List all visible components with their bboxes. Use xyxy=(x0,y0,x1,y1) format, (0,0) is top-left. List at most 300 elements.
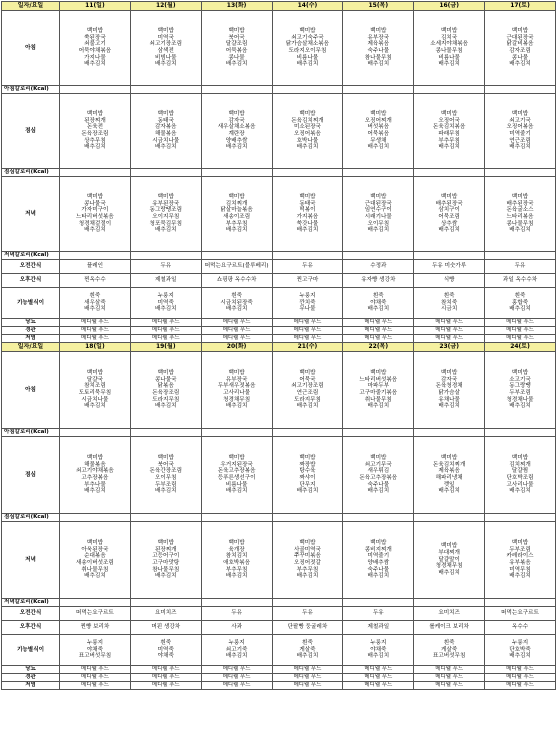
menu-item: 배추김치 xyxy=(154,144,177,151)
menu-item: 참치김치 xyxy=(225,553,248,560)
menu-item: 배추김치 xyxy=(509,144,531,151)
menu-item: 새송이버섯조림 xyxy=(76,560,114,566)
menu-item: 두부조림 xyxy=(154,481,177,488)
meal-cell xyxy=(485,437,556,514)
snack-cell: 두유 xyxy=(485,260,556,274)
diet-cell: 메디웰 푸드 xyxy=(201,682,272,690)
diet-cell: 메디웰 푸드 xyxy=(343,682,414,690)
menu-item: 어묵볶음 xyxy=(225,48,248,54)
kcal-cell xyxy=(201,86,272,94)
meal-label: 점심 xyxy=(2,437,60,514)
menu-item: 감자볶음 xyxy=(154,124,177,131)
menu-item: 삼색전 xyxy=(157,48,174,54)
menu-item: 백미밥 xyxy=(299,369,316,376)
menu-item: 배추김치 xyxy=(225,488,248,495)
kcal-cell xyxy=(60,169,131,177)
menu-item: 소세지야채볶음 xyxy=(430,41,469,48)
menu-item: 단호박조림 xyxy=(506,475,534,481)
menu-item: 배추김치 xyxy=(225,573,248,580)
kcal-label: 점심칼로리(Kcal) xyxy=(2,514,60,522)
day-header: 18(일) xyxy=(60,343,131,352)
kcal-cell xyxy=(343,514,414,522)
menu-item: 상추쌈 xyxy=(441,220,458,227)
meal-cell xyxy=(201,437,272,514)
diet-label: 저염 xyxy=(2,682,60,690)
menu-item: 배추김치 xyxy=(225,227,248,234)
menu-item: 오이지무침 xyxy=(152,214,180,220)
menu-item: 부추무침 xyxy=(225,566,248,573)
menu-item: 고사리나물 xyxy=(506,481,534,488)
snack-cell: 롤케이크 보리차 xyxy=(414,621,485,635)
menu-item: 닭가슴살채소볶음 xyxy=(285,41,330,48)
menu-item: 배추김치 xyxy=(438,570,460,577)
menu-item: 짜장밥 xyxy=(299,461,316,468)
menu-item: 백미밥 xyxy=(86,110,104,117)
menu-item: 닭살마늘볶음 xyxy=(220,207,253,214)
menu-item: 북어국 xyxy=(157,461,174,468)
day-header: 16(금) xyxy=(414,2,485,11)
meal-label: 저녁 xyxy=(2,522,60,599)
diet-cell: 메디웰 푸드 xyxy=(130,682,201,690)
diet-cell: 메디웰 푸드 xyxy=(343,335,414,343)
menu-item: 파래무침 xyxy=(438,131,460,137)
day-header: 21(수) xyxy=(272,343,343,352)
kcal-cell xyxy=(130,252,201,260)
special-cell xyxy=(60,635,131,666)
menu-item: 배추김치 xyxy=(367,488,390,495)
menu-item: 시금치나물 xyxy=(152,137,180,144)
menu-item: 백미밥 xyxy=(228,27,245,34)
menu-item: 표고버섯무침 xyxy=(432,653,466,660)
menu-item: 김치국 xyxy=(441,34,458,41)
kcal-cell xyxy=(60,252,131,260)
diet-cell: 메디웰 푸드 xyxy=(201,319,272,327)
snack-cell: 과일 옥수수차 xyxy=(485,274,556,288)
menu-item: 감자국 xyxy=(441,376,458,383)
special-cell xyxy=(485,288,556,319)
kcal-cell xyxy=(485,252,556,260)
menu-item: 백미밥 xyxy=(157,27,174,34)
kcal-cell xyxy=(272,252,343,260)
diet-cell: 메디웰 푸드 xyxy=(272,682,343,690)
menu-item: 새우살채소볶음 xyxy=(217,124,256,131)
menu-item: 쇠불고기 xyxy=(84,41,106,48)
snack-label: 오전간식 xyxy=(2,260,60,274)
menu-item: 배추된장국 xyxy=(435,200,463,207)
snack-cell: 떠먹는요구르트 xyxy=(60,607,131,621)
menu-item: 돈육김치찌개 xyxy=(291,117,324,124)
menu-item: 배추김치 xyxy=(225,61,248,68)
special-cell xyxy=(60,288,131,319)
menu-item: 백미밥 xyxy=(228,193,245,200)
kcal-cell xyxy=(201,169,272,177)
special-cell xyxy=(414,288,485,319)
menu-item: 누룽지 xyxy=(511,639,529,646)
menu-item: 동태국 xyxy=(157,117,174,124)
meal-label: 아침 xyxy=(2,11,60,86)
kcal-cell xyxy=(414,86,485,94)
meal-cell xyxy=(60,177,131,252)
meal-cell xyxy=(272,177,343,252)
diet-cell: 메디웰 푸드 xyxy=(60,682,131,690)
meal-cell xyxy=(201,94,272,169)
menu-item: 가지나물 xyxy=(84,54,106,61)
menu-item: 흰죽 xyxy=(302,639,313,646)
menu-item: 달걀말이 xyxy=(438,556,460,563)
meal-cell xyxy=(130,11,201,86)
snack-cell: 떠먹는요구르트(블루베리) xyxy=(201,260,272,274)
snack-cell: 두유 미숫가루 xyxy=(414,260,485,274)
menu-item: 콩나물국 xyxy=(84,200,106,207)
meal-cell xyxy=(343,177,414,252)
menu-item: 숙주나물 xyxy=(367,566,390,573)
menu-item: 호박나물 xyxy=(296,137,319,144)
meal-cell xyxy=(343,522,414,599)
menu-item: 오이무침 xyxy=(367,220,390,227)
menu-item: 미역죽 xyxy=(157,299,174,306)
menu-item: 부추무침 xyxy=(225,220,248,227)
diet-label: 당뇨 xyxy=(2,666,60,674)
menu-item: 배추김치 xyxy=(367,144,390,151)
special-cell xyxy=(485,635,556,666)
menu-item: 쇠고기장조림 xyxy=(149,41,182,48)
menu-item: 배추김치 xyxy=(154,61,177,68)
menu-item: 배추김치 xyxy=(154,488,177,495)
meal-cell xyxy=(414,352,485,429)
meal-cell xyxy=(201,11,272,86)
special-cell xyxy=(201,288,272,319)
diet-cell: 메디웰 푸드 xyxy=(130,335,201,343)
menu-item: 무나물 xyxy=(299,306,316,313)
date-header-label: 일자/요일 xyxy=(2,343,60,352)
snack-cell: 두유 xyxy=(272,607,343,621)
menu-item: 배추김치 xyxy=(296,573,319,580)
menu-item: 동그랑땡조림 xyxy=(149,207,182,214)
menu-item: 흰죽 xyxy=(160,639,172,646)
diet-cell: 메디웰 푸드 xyxy=(130,674,201,682)
kcal-cell xyxy=(414,429,485,437)
meal-cell xyxy=(272,522,343,599)
meal-cell xyxy=(60,352,131,429)
menu-item: 쑥갓나물 xyxy=(296,220,319,227)
menu-item: 비름나물 xyxy=(296,54,319,61)
menu-item: 누룽지 xyxy=(228,639,245,646)
menu-item: 유부장국 xyxy=(225,376,248,383)
kcal-cell xyxy=(272,169,343,177)
diet-cell: 메디웰 푸드 xyxy=(485,327,556,335)
diet-cell: 메디웰 푸드 xyxy=(414,674,485,682)
menu-item: 백미밥 xyxy=(511,27,529,34)
menu-item: 두부새우젓볶음 xyxy=(217,383,256,390)
menu-item: 미역국 xyxy=(157,34,174,41)
menu-item: 버섯볶음 xyxy=(367,124,390,131)
kcal-label: 아침칼로리(Kcal) xyxy=(2,86,60,94)
menu-item: 백미밥 xyxy=(157,369,174,376)
menu-item: 참나물무침 xyxy=(364,54,392,61)
menu-item: 청포묵김무침 xyxy=(149,220,182,227)
menu-item: 유부장국 xyxy=(367,34,390,41)
menu-item: 백미밥 xyxy=(511,110,529,117)
diet-cell: 메디웰 푸드 xyxy=(201,335,272,343)
meal-cell xyxy=(414,177,485,252)
kcal-cell xyxy=(272,86,343,94)
menu-item: 도라지무침 xyxy=(293,396,321,403)
kcal-label: 저녁칼로리(Kcal) xyxy=(2,599,60,607)
menu-item: 돈육전 xyxy=(86,124,104,131)
kcal-cell xyxy=(485,429,556,437)
menu-item: 배추김치 xyxy=(225,403,248,410)
menu-item: 배추김치 xyxy=(367,227,390,234)
menu-item: 새우살죽 xyxy=(84,299,106,306)
diet-label: 경관 xyxy=(2,674,60,682)
menu-item: 동그랑땡 xyxy=(509,383,531,390)
special-label: 기능별식이 xyxy=(2,635,60,666)
menu-item: 유부볶음 xyxy=(509,560,531,566)
menu-item: 깻잎 xyxy=(443,481,455,488)
menu-item: 배추김치 xyxy=(154,306,177,313)
meal-cell xyxy=(201,177,272,252)
menu-item: 백미밥 xyxy=(370,369,387,376)
menu-item: 배추된장국 xyxy=(506,200,534,207)
menu-item: 닭가슴살 xyxy=(438,390,460,396)
menu-item: 근대된장국 xyxy=(506,34,534,41)
menu-item: 두부조림 xyxy=(509,390,531,396)
snack-cell: 쇼핑팡 옥수수차 xyxy=(201,274,272,288)
menu-item: 배추김치 xyxy=(225,306,248,313)
menu-item: 백미밥 xyxy=(299,193,316,200)
snack-label: 오전간식 xyxy=(2,607,60,621)
menu-item: 연근조림 xyxy=(509,137,531,144)
meal-cell xyxy=(60,437,131,514)
menu-item: 누룽지 xyxy=(299,292,316,299)
menu-item: 게살죽 xyxy=(299,646,316,653)
menu-item: 배추김치 xyxy=(296,227,319,234)
menu-item: 느타리볶음 xyxy=(506,214,534,220)
menu-item: 배추김치 xyxy=(84,306,106,313)
menu-item: 된장찌개 xyxy=(84,117,106,124)
menu-item: 돈육청경채 xyxy=(435,383,463,390)
diet-label: 경관 xyxy=(2,327,60,335)
menu-item: 고추장볶음 xyxy=(81,475,109,481)
menu-item: 오징어볶음 xyxy=(293,131,321,137)
kcal-cell xyxy=(60,86,131,94)
menu-item: 달걀조림 xyxy=(225,41,248,48)
menu-item: 청경채무침 xyxy=(223,396,251,403)
diet-cell: 메디웰 푸드 xyxy=(60,666,131,674)
kcal-cell xyxy=(272,514,343,522)
menu-item: 백미밥 xyxy=(299,110,316,117)
menu-item: 배추김치 xyxy=(438,403,460,410)
menu-item: 해파리냉채 xyxy=(435,475,463,481)
menu-item: 배추김치 xyxy=(84,573,106,580)
diet-cell: 메디웰 푸드 xyxy=(414,682,485,690)
special-cell xyxy=(130,288,201,319)
menu-item: 달걀국 xyxy=(86,376,104,383)
meal-label: 저녁 xyxy=(2,177,60,252)
menu-item: 콩나물 xyxy=(228,54,245,61)
diet-label: 저염 xyxy=(2,335,60,343)
menu-item: 고사리나물 xyxy=(223,390,251,396)
snack-cell: 찐빵 보리차 xyxy=(60,621,131,635)
menu-item: 청경채나물 xyxy=(506,396,534,403)
menu-item: 제육볶음 xyxy=(367,41,390,48)
menu-item: 백미밥 xyxy=(370,193,387,200)
menu-item: 어묵야채볶음 xyxy=(78,48,112,54)
menu-item: 백미밥 xyxy=(370,539,387,546)
menu-item: 오징어국 xyxy=(438,117,460,124)
menu-item: 숙주나물 xyxy=(367,481,390,488)
menu-item: 도라지무침 xyxy=(152,396,180,403)
menu-item: 비름나물 xyxy=(438,54,460,61)
menu-item: 배추김치 xyxy=(84,144,106,151)
menu-item: 백미밥 xyxy=(228,454,245,461)
menu-item: 홍합죽 xyxy=(511,299,529,306)
diet-cell: 메디웰 푸드 xyxy=(272,335,343,343)
menu-item: 배추김치 xyxy=(438,144,460,151)
meal-cell xyxy=(272,437,343,514)
menu-item: 야채죽 xyxy=(157,653,174,660)
meal-cell xyxy=(130,522,201,599)
menu-item: 청경채무침 xyxy=(435,563,463,570)
menu-item: 배추김치 xyxy=(296,403,319,410)
menu-item: 임연수구이 xyxy=(364,207,392,214)
menu-item: 쇠고기무국 xyxy=(364,461,392,468)
meal-cell xyxy=(272,94,343,169)
meal-cell xyxy=(414,11,485,86)
menu-item: 단무지 xyxy=(299,481,316,488)
menu-item: 느타리버섯볶음 xyxy=(76,214,114,220)
menu-item: 백미밥 xyxy=(511,539,529,546)
menu-item: 배추김치 xyxy=(225,144,248,151)
menu-item: 흰죽 xyxy=(231,292,243,299)
diet-cell: 메디웰 푸드 xyxy=(414,327,485,335)
diet-cell: 메디웰 푸드 xyxy=(485,319,556,327)
meal-label: 점심 xyxy=(2,94,60,169)
menu-item: 쇠고기숙주국 xyxy=(291,34,324,41)
diet-cell: 메디웰 푸드 xyxy=(60,674,131,682)
snack-cell: 찐옥수수 xyxy=(60,274,131,288)
meal-cell xyxy=(343,94,414,169)
diet-cell: 메디웰 푸드 xyxy=(130,319,201,327)
menu-item: 북어국 xyxy=(228,34,245,41)
menu-item: 백미밥 xyxy=(441,110,458,117)
kcal-cell xyxy=(60,514,131,522)
menu-item: 상추무침 xyxy=(84,137,106,144)
menu-item: 부추나물 xyxy=(84,481,106,488)
day-header: 24(토) xyxy=(485,343,556,352)
day-header: 23(금) xyxy=(414,343,485,352)
menu-item: 어묵조림 xyxy=(438,214,460,220)
menu-item: 백미밥 xyxy=(86,454,104,461)
day-header: 12(월) xyxy=(130,2,201,11)
menu-item: 두부조림 xyxy=(509,546,531,553)
menu-item: 콩나물 xyxy=(511,54,529,61)
menu-item: 백미밥 xyxy=(299,454,316,461)
menu-item: 계란장 xyxy=(228,131,245,137)
menu-item: 소고기국 xyxy=(509,376,531,383)
menu-item: 배추김치 xyxy=(154,403,177,410)
menu-item: 배추김치 xyxy=(438,227,460,234)
menu-item: 백미밥 xyxy=(370,110,387,117)
diet-cell: 메디웰 푸드 xyxy=(60,319,131,327)
snack-cell: 두유 xyxy=(130,260,201,274)
menu-item: 마파두부 xyxy=(367,383,390,390)
menu-item: 비름나물 xyxy=(225,481,248,488)
menu-item: 감자조림 xyxy=(509,48,531,54)
snack-label: 오후간식 xyxy=(2,621,60,635)
diet-cell: 메디웰 푸드 xyxy=(130,327,201,335)
snack-cell: 제철과일 xyxy=(130,274,201,288)
menu-item: 백미밥 xyxy=(511,369,529,376)
day-header: 20(화) xyxy=(201,343,272,352)
menu-item: 탕수육 xyxy=(299,468,316,475)
menu-item: 오징어찌개 xyxy=(364,117,392,124)
menu-item: 백미밥 xyxy=(511,193,529,200)
special-cell xyxy=(343,635,414,666)
menu-item: 돈육김치볶음 xyxy=(432,124,466,131)
meal-cell xyxy=(343,352,414,429)
diet-cell: 메디웰 푸드 xyxy=(130,666,201,674)
kcal-cell xyxy=(201,429,272,437)
kcal-label: 아침칼로리(Kcal) xyxy=(2,429,60,437)
meal-label: 아침 xyxy=(2,352,60,429)
diet-cell: 메디웰 푸드 xyxy=(414,666,485,674)
menu-item: 미역죽 xyxy=(157,646,174,653)
menu-item: 백미밥 xyxy=(228,369,245,376)
menu-item: 취나물무침 xyxy=(364,396,392,403)
menu-item: 양배추쌈 xyxy=(225,137,248,144)
menu-item: 사골미역국 xyxy=(293,546,321,553)
menu-item: 오징어볶음 xyxy=(506,124,534,131)
menu-item: 시금치된장죽 xyxy=(220,299,253,306)
meal-cell xyxy=(414,94,485,169)
special-cell xyxy=(414,635,485,666)
menu-item: 배추김치 xyxy=(367,306,390,313)
menu-item: 백미밥 xyxy=(299,539,316,546)
day-header: 11(일) xyxy=(60,2,131,11)
meal-cell xyxy=(485,11,556,86)
menu-item: 배추김치 xyxy=(438,61,460,68)
menu-item: 오징어젓갈 xyxy=(293,560,321,566)
menu-item: 백미밥 xyxy=(441,369,458,376)
meal-cell xyxy=(343,11,414,86)
menu-item: 백미밥 xyxy=(441,193,458,200)
meal-cell xyxy=(272,352,343,429)
diet-cell: 메디웰 푸드 xyxy=(343,319,414,327)
kcal-label: 점심칼로리(Kcal) xyxy=(2,169,60,177)
special-cell xyxy=(272,635,343,666)
diet-cell: 메디웰 푸드 xyxy=(485,666,556,674)
menu-item: 백미밥 xyxy=(157,110,174,117)
menu-item: 참치죽 xyxy=(441,299,458,306)
kcal-cell xyxy=(272,599,343,607)
menu-item: 백미밥 xyxy=(157,193,174,200)
menu-item: 배추김치 xyxy=(509,306,531,313)
menu-item: 양배추쌈 xyxy=(367,560,390,566)
menu-item: 누룽지 xyxy=(157,292,174,299)
menu-table xyxy=(1,1,556,690)
menu-item: 야채죽 xyxy=(370,646,387,653)
menu-item: 무생채 xyxy=(370,137,387,144)
day-header: 17(토) xyxy=(485,2,556,11)
kcal-cell xyxy=(414,514,485,522)
menu-item: 닭볶음 xyxy=(157,383,174,390)
weekly-menu xyxy=(1,1,556,690)
menu-item: 백미밥 xyxy=(441,454,458,461)
snack-label: 오후간식 xyxy=(2,274,60,288)
snack-cell: 사과 xyxy=(201,621,272,635)
meal-cell xyxy=(60,522,131,599)
